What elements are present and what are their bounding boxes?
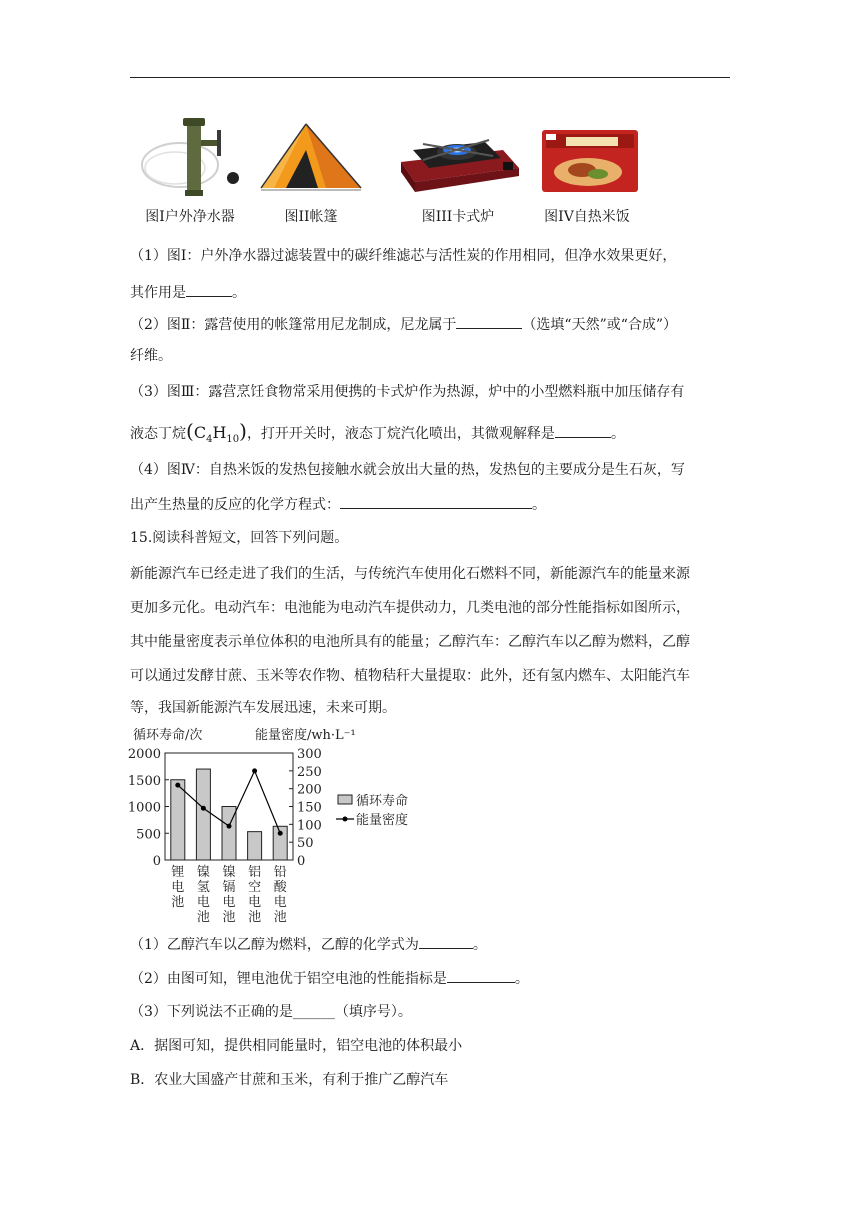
q14-part2-line2: 纤维。 [130,348,172,364]
legend-line-marker [343,817,348,822]
answer-blank[interactable] [456,314,522,329]
energy-density-point-3 [227,824,232,829]
category-label-char: 电 [171,880,185,895]
q15-para-line: 新能源汽车已经走进了我们的生活，与传统汽车使用化石燃料不同，新能源汽车的能量来源 [130,566,690,582]
gas-stove-icon [393,110,523,200]
battery-chart-svg [125,723,435,933]
answer-blank[interactable] [419,934,473,949]
category-label-char: 氢 [196,880,210,895]
butane-formula: $C_4H_{10}$ [193,423,240,446]
q14-part4-text: 出产生热量的反应的化学方程式： [130,497,340,513]
category-label-char: 池 [222,910,236,925]
category-label-char: 电 [196,895,210,910]
legend-bar-label: 循环寿命 [356,794,409,809]
category-label-char: 铅 [273,865,287,880]
q14-part1-line2 [130,282,740,303]
answer-blank[interactable] [555,423,611,438]
y-tick-label: 2000 [127,747,161,762]
bar-2 [196,769,210,860]
q14-part1-end: 。 [232,285,246,301]
category-label-char: 电 [273,895,287,910]
energy-density-point-2 [201,806,206,811]
y2-tick-label: 50 [297,836,314,852]
category-label-char: 镉 [222,880,236,895]
answer-blank[interactable] [186,282,232,297]
y2-tick-label: 100 [297,818,322,834]
legend-line-label: 能量密度 [356,813,409,828]
category-label-char: 池 [171,895,185,910]
energy-density-point-4 [252,768,257,773]
y-tick-label: 1500 [127,773,161,789]
category-label-char: 锂 [171,865,185,880]
category-label-char: 镍 [222,865,236,880]
header-rule [130,77,730,78]
y2-tick-label: 200 [297,782,322,798]
q14-part1-line1: （1）图Ⅰ：户外净水器过滤装置中的碳纤维滤芯与活性炭的作用相同，但净水效果更好， [130,248,677,264]
figure-row [130,110,750,240]
self-heating-rice-icon [532,110,642,200]
bar-1 [171,780,185,860]
y2-tick-label: 150 [297,800,322,816]
y2-tick-label: 300 [297,747,322,762]
q14-part2-line1 [130,314,740,335]
q15-option-b: B．农业大国盛产甘蔗和玉米，有利于推广乙醇汽车 [130,1072,449,1088]
q15-para-line: 更加多元化。电动汽车：电池能为电动汽车提供动力，几类电池的部分性能指标如图所示， [130,600,690,616]
q14-part1-text: 其作用是 [130,285,186,301]
bar-4 [248,832,262,860]
answer-blank[interactable] [447,968,515,983]
y-tick-label: 500 [136,827,161,843]
energy-density-point-5 [278,831,283,836]
q14-part4-end: 。 [532,497,546,513]
tent-icon [256,110,366,200]
category-label-char: 电 [248,895,262,910]
category-label-char: 池 [196,910,210,925]
figure-caption: 图II帐篷 [284,209,338,225]
battery-chart [125,723,435,933]
figure-gas-stove [392,110,524,226]
q14-part3-line2: 液态丁烷$(C_4H_{10})$，打开开关时，液态丁烷汽化喷出，其微观解释是 。 [130,419,625,446]
y2-tick-label: 0 [297,854,306,869]
figure-tent [256,110,366,226]
figure-caption: 图IV自热米饭 [544,209,630,225]
figure-caption: 图III卡式炉 [421,209,495,225]
q14-part3-text: 液态丁烷 [130,426,186,442]
q15-para-line: 可以通过发酵甘蔗、玉米等农作物、植物秸秆大量提取：此外，还有氢内燃车、太阳能汽车 [130,668,690,684]
q14-part3-end: 。 [610,426,625,442]
y-tick-label: 1000 [127,800,161,816]
energy-density-point-1 [175,783,180,788]
q15-part2-end: 。 [514,971,529,987]
q15-part2 [130,968,740,989]
category-label-char: 镍 [196,865,210,880]
q15-part3: （3）下列说法不正确的是______（填序号）。 [130,1004,412,1020]
category-label-char: 空 [248,880,262,895]
q14-part3-mid: ，打开开关时，液态丁烷汽化喷出，其微观解释是 [246,426,555,442]
category-label-char: 铝 [248,865,262,880]
q14-part4-line1: （4）图Ⅳ：自热米饭的发热包接触水就会放出大量的热，发热包的主要成分是生石灰，写 [130,462,685,478]
y2-axis-title: 能量密度/wh·L⁻¹ [255,728,356,743]
q15-part1-text: （1）乙醇汽车以乙醇为燃料，乙醇的化学式为 [130,937,419,953]
q14-part4-line2 [130,494,740,515]
answer-blank[interactable] [340,494,532,509]
q15-part1 [130,934,740,955]
figure-self-heating-rice [528,110,646,226]
q15-title: 15.阅读科普短文，回答下列问题。 [130,530,349,546]
y2-tick-label: 250 [297,764,322,780]
q15-para-line: 等，我国新能源汽车发展迅速，未来可期。 [130,700,396,716]
category-label-char: 电 [222,895,236,910]
y-tick-label: 0 [152,854,161,869]
q15-part1-end: 。 [472,937,487,953]
figure-water-filter [130,110,250,226]
y-axis-title: 循环寿命/次 [133,728,203,743]
legend-bar-swatch [338,795,352,804]
q15-para-line: 其中能量密度表示单位体积的电池所具有的能量；乙醇汽车：乙醇汽车以乙醇为燃料，乙醇 [130,634,690,650]
q14-part3-line1: （3）图Ⅲ：露营烹饪食物常采用便携的卡式炉作为热源，炉中的小型燃料瓶中加压储存有 [130,384,685,400]
water-filter-icon [135,110,245,200]
q14-part2-text: （2）图Ⅱ：露营使用的帐篷常用尼龙制成，尼龙属于 [130,317,457,333]
q15-option-a: A．据图可知，提供相同能量时，铝空电池的体积最小 [130,1038,463,1054]
category-label-char: 酸 [273,880,287,895]
q14-part2-hint: （选填“天然”或“合成”） [522,317,678,333]
category-label-char: 池 [248,910,262,925]
category-label-char: 池 [273,910,287,925]
figure-caption: 图I户外净水器 [145,209,235,225]
q15-part2-text: （2）由图可知，锂电池优于铝空电池的性能指标是 [130,971,447,987]
